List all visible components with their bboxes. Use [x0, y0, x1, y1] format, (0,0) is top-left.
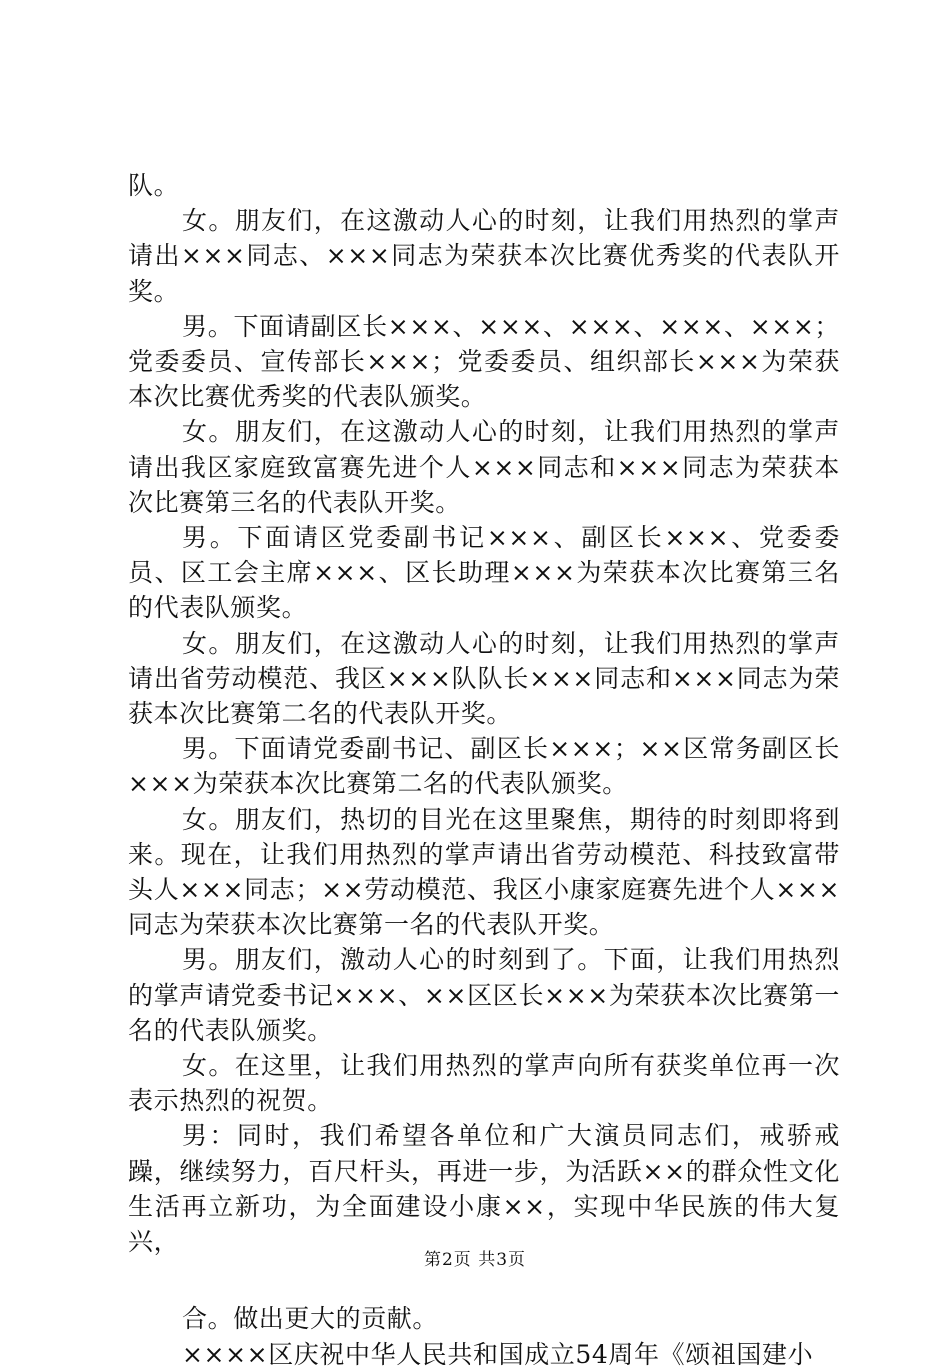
- paragraph: ××××区庆祝中华人民共和国成立54周年《颂祖国建小: [182, 1339, 814, 1369]
- paragraph: 男：同时，我们希望各单位和广大演员同志们，戒骄戒躁，继续努力，百尺杆头，再进一步，为活跃××的群众性文化生活再立新功，为全面建设小康××，实现中华民族的伟大复兴，: [128, 1121, 840, 1257]
- paragraph: 男。下面请区党委副书记×××、副区长×××、党委委员、区工会主席×××、区长助理×××为荣获本次比赛第三名的代表队颁奖。: [128, 523, 840, 623]
- document-body: [128, 168, 840, 1372]
- page-number: 第2页 共3页: [423, 1250, 527, 1270]
- paragraph: 队。: [128, 171, 180, 200]
- paragraph: 男。下面请副区长×××、×××、×××、×××、×××；党委委员、宣传部长×××；党委委员、组织部长×××为荣获本次比赛优秀奖的代表队颁奖。: [128, 311, 840, 412]
- paragraph: 女。朋友们，热切的目光在这里聚焦，期待的时刻即将到来。现在，让我们用热烈的掌声请出省劳动模范、科技致富带头人×××同志；××劳动模范、我区小康家庭赛先进个人×××同志为荣获本次比赛第一名的代表队开奖。: [128, 804, 840, 940]
- paragraph: 女。在这里，让我们用热烈的掌声向所有获奖单位再一次表示热烈的祝贺。: [128, 1051, 840, 1116]
- paragraph: 合。做出更大的贡献。: [182, 1304, 439, 1334]
- paragraph: 男。朋友们，激动人心的时刻到了。下面，让我们用热烈的掌声请党委书记×××、××区区长×××为荣获本次比赛第一名的代表队颁奖。: [128, 945, 840, 1045]
- paragraph: 女。朋友们，在这激动人心的时刻，让我们用热烈的掌声请出×××同志、×××同志为荣获本次比赛优秀奖的代表队开奖。: [128, 206, 840, 306]
- paragraph: 女。朋友们，在这激动人心的时刻，让我们用热烈的掌声请出省劳动模范、我区×××队队长×××同志和×××同志为荣获本次比赛第二名的代表队开奖。: [128, 628, 840, 729]
- paragraph: 女。朋友们，在这激动人心的时刻，让我们用热烈的掌声请出我区家庭致富赛先进个人×××同志和×××同志为荣获本次比赛第三名的代表队开奖。: [128, 417, 840, 517]
- paragraph: 男。下面请党委副书记、副区长×××；××区常务副区长×××为荣获本次比赛第二名的代表队颁奖。: [128, 734, 840, 799]
